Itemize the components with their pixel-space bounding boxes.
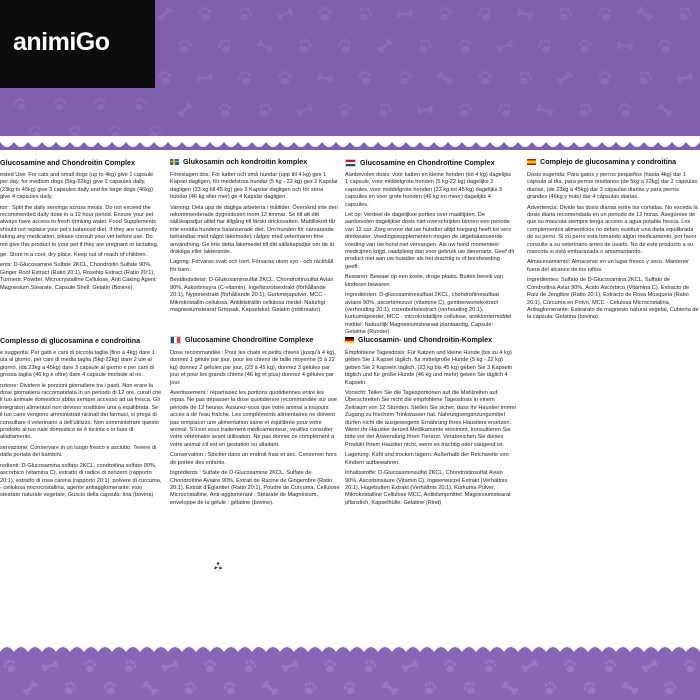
paw-print-icon xyxy=(338,102,352,117)
recycle-icon xyxy=(212,560,224,572)
paw-print-icon xyxy=(177,38,192,54)
bone-icon xyxy=(22,680,39,697)
bone-icon xyxy=(621,681,639,696)
bone-icon xyxy=(161,660,179,672)
heading-de: Glucosamin- und Chondroitin-Komplex xyxy=(345,335,492,344)
paw-print-icon xyxy=(437,6,452,22)
paw-print-icon xyxy=(103,680,118,695)
paw-print-icon xyxy=(476,5,494,23)
paw-print-icon xyxy=(236,69,253,87)
heading-en: Glucosamine and Chondroitin Complex xyxy=(0,158,135,167)
paw-print-icon xyxy=(597,5,613,22)
paw-print-icon xyxy=(557,5,574,23)
paw-print-icon xyxy=(598,70,612,85)
column-es: Dosis sugerida: Para gatos y perros pequeños (hasta 4kg) dar 1 cápsula al día, para perros medianos (de 5kg a 22kg) dar 2 cápsulas diarias, (de 23kg a 45kg) dar 3 cápsulas diarias y para perros grandes (46kg y más) dar 4 cápsulas diarias. Advertencia: Divide las dosis diarias entre las comidas. No exceda la dosis diaria recomendada en un periodo de 12 horas. Asegúrese de que su mascota siempre tenga acceso a agua potable fresca. Los complementos alimenticios no deben sustituir una dieta equilibrada de su perro. Si su perro está tomando algún medicamento, por favor consulte a su veterinario antes de usarlo. No dé este producto a su mascota si está embarazada o amamantando. Almacenamiento: Almacenar en un lugar fresco y seco. Mantener fuera del alcance de los niños. Ingredientes: Sulfato de D-Glucosamina 2KCL, Sulfato de Condroitina Aviar 90%, Ácido Ascórbico (Vitamina C), Extracto de Raíz de Jengibre (Ratio 20:1), Extracto de Rosa Mosqueta (Ratio 20:1), Cúrcuma en Polvo, MCC - Celulosa Microcristalina, Antiaglomerante: Estearato de magnesio natural vegetal, Cubierta de la cápsula: Gelatina (bovina) xyxy=(527,172,699,321)
paw-print-icon xyxy=(663,681,677,696)
paw-print-icon xyxy=(376,101,394,119)
paw-print-icon xyxy=(496,101,513,119)
paw-print-icon xyxy=(543,680,558,695)
paw-print-icon xyxy=(324,659,336,672)
paw-print-icon xyxy=(182,680,198,696)
paw-print-icon xyxy=(536,37,553,55)
paw-print-icon xyxy=(342,680,358,696)
bone-icon xyxy=(636,6,653,22)
column-nl: Aanbevolen dosis: voor katten en kleine honden (tot 4 kg) dagelijks 1 capsule, voor middelgrote honden (5 kg-22 kg) dagelijks 2 capsules, voor middelgrote honden (23 kg tot 45 kg) dagelijks 3 capsules en voor grote honden (46 kg en meer) dagelijks 4 capsules. Let op: Verdeel de dagelijkse porties over maaltijden. De aanbevolen dagelijkse dosis niet overschrijden binnen een periode van 12 uur. Zorg ervoor dat uw huisdier altijd toegang heeft tot vers drinkwater. Voedingssupplementen mogen de uitgebalanceerde voeding van uw hond niet vervangen. Als uw hond momenteel medicijnen krijgt, raadpleeg dan voor gebruik uw dierenarts. Geef dit product niet aan uw huisdier als het drachtig is of borstvoeding geeft. Bewaren: Bewaar op een koele, droge plaats. Buiten bereik van kinderen bewaren. Ingrediënten: D-glucosaminesulfaat 2KCL, chondroïtinesulfaat aviaire 90%, ascorbinezuur (vitamine C), gemberwortelextract (verhouding 20:1), rozenbottelextract (verhouding 20:1), kurkumapoeder, MCC - microkristallijne cellulose, antiklontermiddel middel: Natuurlijk Magnesiumstearaat plantaardig, Capsule: Gelatine (Runder) xyxy=(345,172,515,336)
paw-print-icon xyxy=(397,70,412,86)
bone-icon xyxy=(501,680,519,695)
column-fr: Dose recommandée : Pour les chats et petits chiens (jusqu'à 4 kg), donnez 1 gélule par jour, pour les chiens de taille moyenne (5 à 22 kg) donnez 2 gélules par jour, (23 à 45 kg), donnez 3 gélules par jour et pour les grands chiens (46 kg et plus) donnez 4 gélules par jour. Avertissement : répartissez les portions quotidiennes entre les repas. Ne pas dépasser la dose quotidienne recommandée sur une période de 12 heures. Assurez-vous que votre animal a toujours accès à de l'eau fraîche. Les compléments alimentaires ne doivent pas remplacer une alimentation saine et équilibrée pour votre animal. S'il est sous traitement médicamenteux, veuillez consulter votre vétérinaire avant utilisation. Ne pas donner ce complément à votre animal s'il est en gestation ou allaitant. Conservation : Stocker dans un endroit frais et sec. Conserver hors de portée des enfants. Ingrédients : Sulfate de D-Glucosamine 2KCL, Sulfate de Chondroïtine Aviaire 90%, Extrait de Racine de Gingembre (Ratio 20:1), Extrait d'Églantier (Ratio 20:1), Poudre de Curcuma, Cellulose Microcristalline, Anti-agglomérant : Stéarate de Magnésium, enveloppe de la gélule : gélatine (bovine). xyxy=(170,350,340,506)
bone-icon xyxy=(436,70,454,85)
flag-de-icon xyxy=(345,337,354,343)
paw-print-icon xyxy=(576,101,593,119)
column-de: Empfohlene Tagesdosis: Für Katzen und kleine Hunde (bis zu 4 kg) geben Sie 1 Kapsel täglich, für mittelgroße Hunde (5 kg - 22 kg) geben Sie 2 Kapseln täglich, (23 kg bis 45 kg) geben Sie 3 Kapseln täglich und für große Hunde (46 kg und mehr) geben Sie täglich 4 Kapseln. Vorsicht: Teilen Sie die Tagesportionen auf die Mahlzeiten auf. Überschreiten Sie nicht die empfohlene Tagesdosis in einem Zeitraum von 12 Stunden. Stellen Sie sicher, dass Ihr Haustier immer Zugang zu frischem Trinkwasser hat. Nahrungsergänzungsmittel dürfen nicht die ausgewogene Ernährung Ihres Haustiers ersetzen. Wenn Ihr Haustier derzeit Medikamente einnimmt, konsultieren Sie bitte vor der Anwendung Ihren Tierarzt. Verabreichen Sie dieses Produkt Ihrem Haustier nicht, wenn es trächtig oder säugend ist. Lagerung: Kühl und trocken lagern. Außerhalb der Reichweite von Kindern aufbewahren. Inhaltsstoffe: D-Glucosaminsulfat 2KCL, Chondroitinsulfat Avian 90%, Ascorbinsäure (Vitamin C), Ingwerwurzel Extrakt (Verhältnis 20:1), Hagebutten Extrakt (Verhältnis 20:1), Kurkuma Pulver, Mikrokristalline Cellulose MCC, Antiklumpmittel: Magnesiumstearat pflanzlich, Kapselhülle: Gelatine (Rind) xyxy=(345,350,517,506)
bone-icon xyxy=(617,42,633,50)
paw-print-icon xyxy=(478,71,492,86)
paw-print-icon xyxy=(444,659,456,672)
column-sv: Föreslagen dos: För katter och små hundar (upp till 4 kg) ges 1 Kapsel dagligen, för medelstora hundar (5 kg - 22 kg) ges 2 Kapslar dagligen (23 kg till 45 kg) ges 3 Kapslar dagligen och för stora hundar (46 kg eller mer) ge 4 Kapslar dagligen. Varning: Dela upp de dagliga arbetena i måltider. Överskrid inte den rekommenderade dygnsdosen inom 12 timmar. Se till att ditt sällskapsdjur alltid har tillgång till färskt dricksvatten. Mattillskott får inte ersätta hundens balanserade diet. Om hunden för närvarande behandlas med något läkemedel, rådgör med veterinären före användning. Ge inte detta läkemedel till ditt sällskapsdjur om de är dräktiga eller lakterande. Lagring: Förvaras svalt och torrt. Förvaras utom syn - och räckhåll för barn. Beståndsdelar: D-Glukosaminsulfat 2KCL, Chondroitinsulfat Avian 90%, Askorbinsyra (C-vitamin), Ingefärsrotsextrakt (förhållande 20:1), Nyponextrakt (förhållande 20:1), Gurkmejapulver, MCC - Mikrokristallin cellulosa, Antiklistrállin cellulosa medel: Naturligt magnesiumstearat Grönsak, Kapselskal: Gelatin (nötkreatur) xyxy=(170,172,338,313)
paw-print-icon xyxy=(423,680,438,696)
bone-icon xyxy=(177,102,194,119)
column-it: e suggerita: Per gatti e cani di piccola taglia (fino a 4kg) dare 1 ula al giorno, per cani di media taglia (5kg-22kg) dare 2 ule al giorno, (da 23kg a 45kg) dare 3 capsule al giorno e per cani di grossa taglia (46 kg e oltre) dare 4 capsule morbide al no. nzione: Dividere le porzioni giornaliere tra i pasti. Non erare la dose giornaliera raccomandata in un periodo di 12 ore. curati che il tuo animale domestico abbia sempre accesso ad ua fresca. Gli integratori alimentari non devono sostituire una a equilibrata. Se il tuo cane vengono amministrati nicinali dei farmaci, si prega di consultare il veterinario a dell'utilizzo. Non somministrare questo prodotto al tuo nale domestico se è incinta o in fase di allattamento. servazione: Conservare in un luogo fresco e asciutto. Tenere di dalla portata dei bambini. redienti: D-Glucosamina solfato 2KCL, condroitina solfato 90%, ascorbico (vitamina C), estratto di radice di zenzero (rapporto 20:1), estratto di rosa canina (rapporto 20:1), polvere di curcuma, - cellulosa microcristallina, agente antiagglomerante: esio stearato naturale vegetale, Guscio della capsula: tina (bovina) xyxy=(0,350,162,499)
paw-print-icon xyxy=(132,96,147,112)
paw-print-icon xyxy=(237,5,253,22)
bone-icon xyxy=(656,102,673,118)
bone-icon xyxy=(256,39,274,53)
logo-panel xyxy=(0,0,155,88)
bone-icon xyxy=(316,72,333,83)
bone-icon xyxy=(556,70,573,85)
paw-print-icon xyxy=(242,658,258,674)
paw-print-icon xyxy=(53,97,66,111)
paw-print-icon xyxy=(357,70,373,87)
flag-se-icon xyxy=(170,159,179,165)
paw-print-icon xyxy=(676,5,694,24)
paw-print-icon xyxy=(198,6,213,21)
bone-icon xyxy=(676,72,693,83)
paw-print-icon xyxy=(318,7,331,21)
bone-icon xyxy=(41,660,58,672)
bone-icon xyxy=(397,10,413,18)
bone-icon xyxy=(641,659,659,674)
bone-icon xyxy=(417,106,433,114)
paw-print-icon xyxy=(222,680,237,696)
bone-icon xyxy=(401,659,419,673)
paw-print-icon xyxy=(62,680,78,697)
header-band xyxy=(0,0,700,150)
paw-print-icon xyxy=(302,680,317,696)
paw-print-icon xyxy=(297,37,314,55)
paw-print-icon xyxy=(564,659,577,672)
paw-print-icon xyxy=(457,102,473,119)
bone-icon xyxy=(197,73,214,83)
paw-print-icon xyxy=(657,38,673,55)
heading-es: Complejo de glucosamina y condroitina xyxy=(527,157,676,166)
paw-print-icon xyxy=(462,680,478,696)
flag-es-icon xyxy=(527,159,536,165)
paw-print-icon xyxy=(93,96,107,111)
brand-logo: animiGo xyxy=(13,28,110,56)
scallop-edge-top xyxy=(0,136,700,156)
paw-print-icon xyxy=(617,102,633,119)
paw-print-icon xyxy=(2,658,19,675)
heading-it: Complesso di glucosamina e condroitina xyxy=(0,336,141,345)
paw-print-icon xyxy=(257,101,274,118)
column-en: ested Use: For cats and small dogs (up to 4kg) give 1 capsule per day, for medium dogs (5kg-22kg) give 2 capsules daily, (23kg to 45kg) give 3 capsules daily and for large dogs (46kg) give 4 capsules daily. ion : Split the daily servings across meals. Do not exceed the recommended daily dose in a 12 hour period. Ensure your pet always have access to fresh drinking water. Food Supplements should not replace your pet's balanced diet. If they are currently taking any medication, please consult your vet before use. Do not give this product to your pet if they are pregnant or lactating. ge: Store in a cool, dry place. Keep out of reach of children. ents: D-Glucosamine Sulfate 2KCL, Chondroitin Sulfate 90%, Ginger Root Extract (Ratio 20:1), Rosehip Extract (Ratio 20:1), Turmeric Powder, Microcrystalline Cellulose, Anti Caking Agent: Magnesium Stearate, Capsule Shell: Gelatin (Bovine). xyxy=(0,172,159,291)
paw-print-icon xyxy=(603,658,618,673)
footer-band xyxy=(0,652,700,700)
bone-icon xyxy=(276,7,294,20)
paw-print-icon xyxy=(582,680,598,697)
paw-print-icon xyxy=(216,37,234,55)
bone-icon xyxy=(296,103,314,116)
paw-print-icon xyxy=(362,658,378,674)
flag-nl-icon xyxy=(345,159,356,167)
paw-print-icon xyxy=(683,659,696,673)
bone-icon xyxy=(521,659,539,673)
bone-icon xyxy=(516,8,534,20)
paw-print-icon xyxy=(636,69,654,87)
bone-icon xyxy=(261,680,278,696)
bone-icon xyxy=(376,38,393,54)
paw-print-icon xyxy=(12,96,28,112)
paw-print-icon xyxy=(158,70,173,86)
heading-nl: Glucosamine en Chondroïtine Complex xyxy=(345,158,495,167)
paw-print-icon xyxy=(122,658,138,675)
bone-icon xyxy=(157,6,174,23)
paw-print-icon xyxy=(83,659,96,673)
paw-print-icon xyxy=(517,69,534,86)
bone-icon xyxy=(536,104,554,116)
paw-print-icon xyxy=(278,71,291,85)
paw-print-icon xyxy=(337,37,353,54)
paw-print-icon xyxy=(356,5,374,23)
heading-fr: Glucosamine Chondroïtine Complexe xyxy=(170,335,313,344)
bone-icon xyxy=(281,659,299,672)
heading-sv: Glukosamin och kondroitin komplex xyxy=(170,157,307,166)
paw-pattern-bottom xyxy=(0,652,700,700)
paw-print-icon xyxy=(204,659,217,673)
paw-print-icon xyxy=(218,103,232,118)
bone-icon xyxy=(496,40,514,52)
paw-print-icon xyxy=(578,39,591,53)
paw-print-icon xyxy=(482,658,497,674)
paw-print-icon xyxy=(458,38,473,54)
bone-icon xyxy=(381,680,398,696)
paw-print-icon xyxy=(416,37,434,56)
flag-fr-icon xyxy=(170,336,181,344)
bone-icon xyxy=(142,680,159,696)
